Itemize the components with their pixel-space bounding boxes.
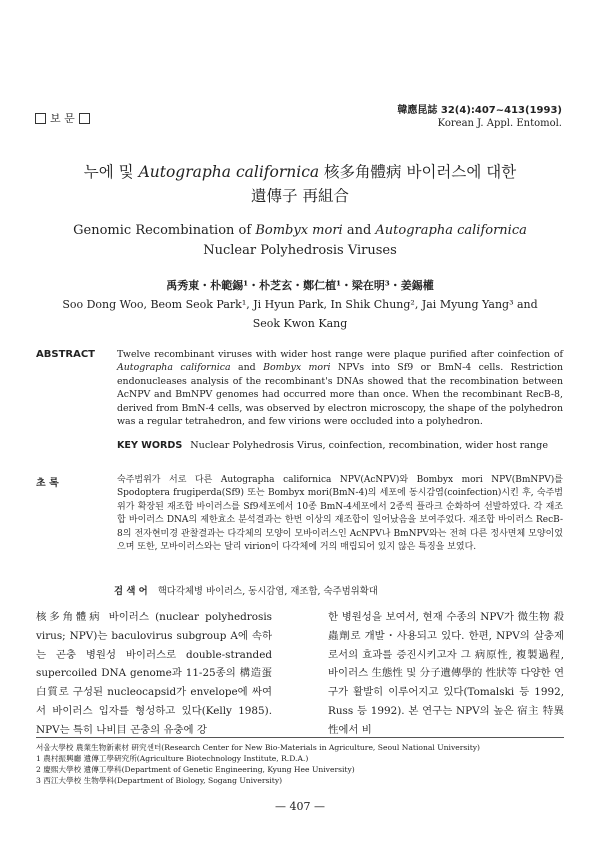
abstract-pre: Twelve recombinant viruses with wider host range were plaque purified after coinfection of: [117, 349, 563, 360]
keywords-ko-line: [114, 583, 378, 597]
abstract-italic2: Bombyx mori: [263, 362, 331, 374]
journal-line1: 韓應昆誌 32(4):407~413(1993): [397, 105, 562, 116]
section-label: [35, 110, 90, 126]
checkbox-left-icon: [35, 113, 46, 124]
author-list: [40, 276, 560, 333]
keywords-line: [117, 440, 548, 451]
body-left-column: 核多角體病 바이러스 (nuclear polyhedrosis virus; NPV)는 baculovirus subgroup A에 속하는 곤충 병원성 바이러스로 double-stranded supercoiled DNA genome과 11-25종의 構造蛋白質로 구성된 nucleocapsid가 envelope에 싸여서 바이러스 입자를 형성하고 있다(Kelly 1985). NPV는 특히 나비目 곤충의 유충에 강: [36, 611, 272, 736]
journal-citation: [397, 104, 562, 130]
summary-ko-label: 초 록: [36, 478, 59, 489]
korean-title: [40, 160, 560, 208]
abstract-text: [117, 348, 563, 428]
checkbox-right-icon: [79, 113, 90, 124]
abstract-mid: and: [230, 362, 264, 374]
footnote-divider: [36, 737, 564, 738]
title-ko-line2: 遺傳子 再組合: [251, 187, 349, 205]
abstract-italic1: Autographa californica: [117, 362, 231, 374]
footnotes: [36, 742, 480, 786]
authors-ko: 禹秀東・朴範錫¹・朴芝玄・鄭仁植¹・梁在明³・姜錫權: [166, 279, 434, 292]
authors-en-line1: Soo Dong Woo, Beom Seok Park¹, Ji Hyun Park, In Shik Chung², Jai Myung Yang³ and: [62, 298, 538, 311]
journal-line2: Korean J. Appl. Entomol.: [437, 118, 562, 129]
keywords-label: KEY WORDS: [117, 440, 183, 451]
authors-en-line2: Seok Kwon Kang: [252, 317, 348, 330]
keywords-ko-text: 핵다각체병 바이러스, 동시감염, 재조합, 숙주범위확대: [157, 586, 378, 597]
keywords-text: Nuclear Polyhedrosis Virus, coinfection, recombination, wider host range: [190, 440, 548, 451]
keywords-ko-label: 검 색 어: [114, 586, 148, 597]
title-ko-italic: Autographa californica: [138, 163, 320, 181]
footnote-1: 1 農村振興廳 遺傳工學硏究所(Agriculture Biotechnology Institute, R.D.A.): [36, 754, 309, 763]
title-en-line2: Nuclear Polyhedrosis Viruses: [203, 243, 397, 258]
footnote-2: 2 慶熙大學校 遺傳工學科(Department of Genetic Engineering, Kyung Hee University): [36, 765, 355, 774]
title-en-pre: Genomic Recombination of: [73, 223, 256, 238]
abstract-label: ABSTRACT: [36, 349, 95, 360]
summary-ko-text: 숙주범위가 서로 다른 Autographa californica NPV(AcNPV)와 Bombyx mori NPV(BmNPV)를 Spodoptera frugiperda(Sf9) 또는 Bombyx mori(BmN-4)의 세포에 동시감염(coinfection)시킨 후, 숙주범위가 확장된 재조합 바이러스를 Sf9세포에서 10종 BmN-4세포에서 2종씩 플라크 순화하여 선발하였다. 각 재조합 바이러스 DNA의 제한효소 분석결과는 한번 이상의 재조합이 일어났음을 보여주었다. 재조합 바이러스 RecB-8의 전자현미경 관찰결과는 다각체의 모양이 모바이러스인 AcNPV나 BmNPV와는 전혀 다른 정사면체 모양이었으며 또한, 모바이러스와는 달리 virion이 다각체에 거의 매립되어 있지 않은 특징을 보였다.: [117, 475, 563, 553]
english-title: [40, 221, 560, 261]
page-number: — 407 —: [275, 800, 325, 813]
title-ko-post: 核多角體病 바이러스에 대한: [319, 163, 517, 181]
title-en-italic1: Bombyx mori: [255, 223, 343, 238]
footnote-3: 3 西江大學校 生物學科(Department of Biology, Sogang University): [36, 776, 283, 785]
body-right-column: 한 병원성을 보여서, 현재 수종의 NPV가 微生物 殺蟲劑로 개발・사용되고 있다. 한편, NPV의 살충제로서의 효과를 증진시키고자 그 病原性, 複製過程, 바이러스 生態性 및 分子遺傳學的 性狀等 다양한 연구가 활발히 이루어지고 있다(Tomalski 등 1992, Russ 등 1992). 본 연구는 NPV의 높은 宿主 特異性에서 비: [328, 611, 564, 736]
section-label-text: 보 문: [50, 112, 75, 125]
title-en-italic2: Autographa californica: [375, 223, 527, 238]
abstract-post: NPVs into Sf9 or BmN-4 cells. Restriction endonucleases analysis of the recombinant's DNAs showed that the recombination between AcNPV and BmNPV genomes had occurred more than once. When the recombinant RecB-8, derived from BmN-4 cells, was observed by electron microscopy, the shape of the polyhedron was a regular tetrahedron, and few virions were occluded into a polyhedron.: [117, 362, 563, 428]
title-en-mid: and: [342, 223, 376, 238]
title-ko-pre: 누에 및: [83, 163, 139, 181]
footnote-0: 서울大學校 農業生物新素材 硏究센터(Research Center for New Bio-Materials in Agriculture, Seoul National University): [36, 743, 481, 752]
